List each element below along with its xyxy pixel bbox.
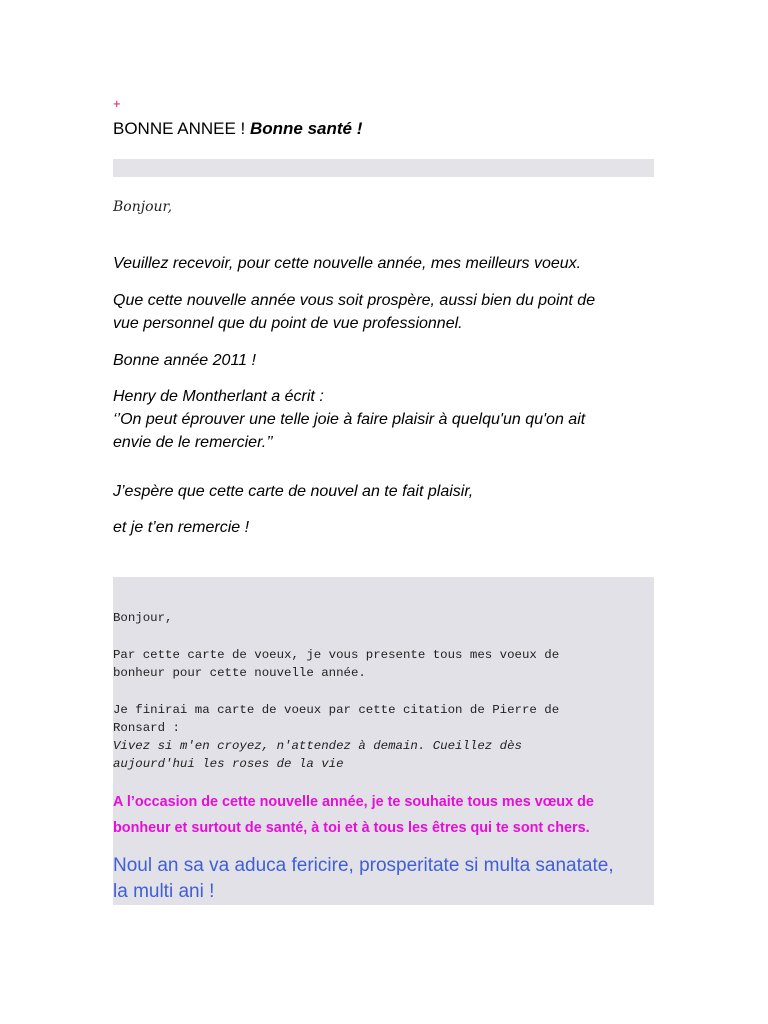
letter-paragraph-1: Veuillez recevoir, pour cette nouvelle année, mes meilleurs voeux. <box>113 255 582 272</box>
letter-paragraph-2-line-1: Que cette nouvelle année vous soit prospère, aussi bien du point de <box>113 292 596 309</box>
letter-paragraph-5: J’espère que cette carte de nouvel an te fait plaisir, <box>113 483 474 500</box>
letter-paragraph-4 <box>113 385 673 454</box>
gray-divider-bar <box>113 159 654 177</box>
letter-paragraph-4-line-1: Henry de Montherlant a écrit : <box>113 388 324 405</box>
letter-paragraph-6: et je t’en remercie ! <box>113 519 250 536</box>
plus-mark: + <box>113 96 121 111</box>
letter-paragraph-2-line-2: vue personnel que du point de vue professionnel. <box>113 315 463 332</box>
magenta-wish-line-1: A l’occasion de cette nouvelle année, je te souhaite tous mes vœux de <box>113 794 594 810</box>
title-plain: BONNE ANNEE ! <box>113 119 250 138</box>
magenta-wish-text <box>113 789 658 841</box>
box-paragraph-1 <box>113 646 559 682</box>
magenta-wish-line-2: bonheur et surtout de santé, à toi et à tous les êtres qui te sont chers. <box>113 820 590 836</box>
box-paragraph-1-line-1: Par cette carte de voeux, je vous presente tous mes voeux de <box>113 648 560 662</box>
title-emphasis: Bonne santé ! <box>249 119 363 138</box>
box-quote <box>113 737 522 773</box>
letter-paragraph-3: Bonne année 2011 ! <box>113 352 256 369</box>
box-paragraph-1-line-2: bonheur pour cette nouvelle année. <box>113 666 366 680</box>
letter-greeting: Bonjour, <box>113 199 173 215</box>
page-title <box>113 117 362 141</box>
letter-paragraph-4-line-3: envie de le remercier.’’ <box>113 434 273 451</box>
box-quote-line-2: aujourd'hui les roses de la vie <box>113 757 344 771</box>
blue-romanian-line-2: la multi ani ! <box>113 881 215 902</box>
box-quote-line-1: Vivez si m'en croyez, n'attendez à demain. Cueillez dès <box>113 739 522 753</box>
box-paragraph-2 <box>113 701 559 737</box>
letter-paragraph-4-line-2: ‘’On peut éprouver une telle joie à faire plaisir à quelqu'un qu'on ait <box>113 411 586 428</box>
box-paragraph-2-line-2: Ronsard : <box>113 721 180 735</box>
blue-romanian-line-1: Noul an sa va aduca fericire, prosperitate si multa sanatate, <box>113 855 614 876</box>
blue-romanian-text <box>113 853 658 905</box>
box-paragraph-2-line-1: Je finirai ma carte de voeux par cette citation de Pierre de <box>113 703 560 717</box>
box-greeting: Bonjour, <box>113 611 173 625</box>
letter-paragraph-2 <box>113 289 673 335</box>
